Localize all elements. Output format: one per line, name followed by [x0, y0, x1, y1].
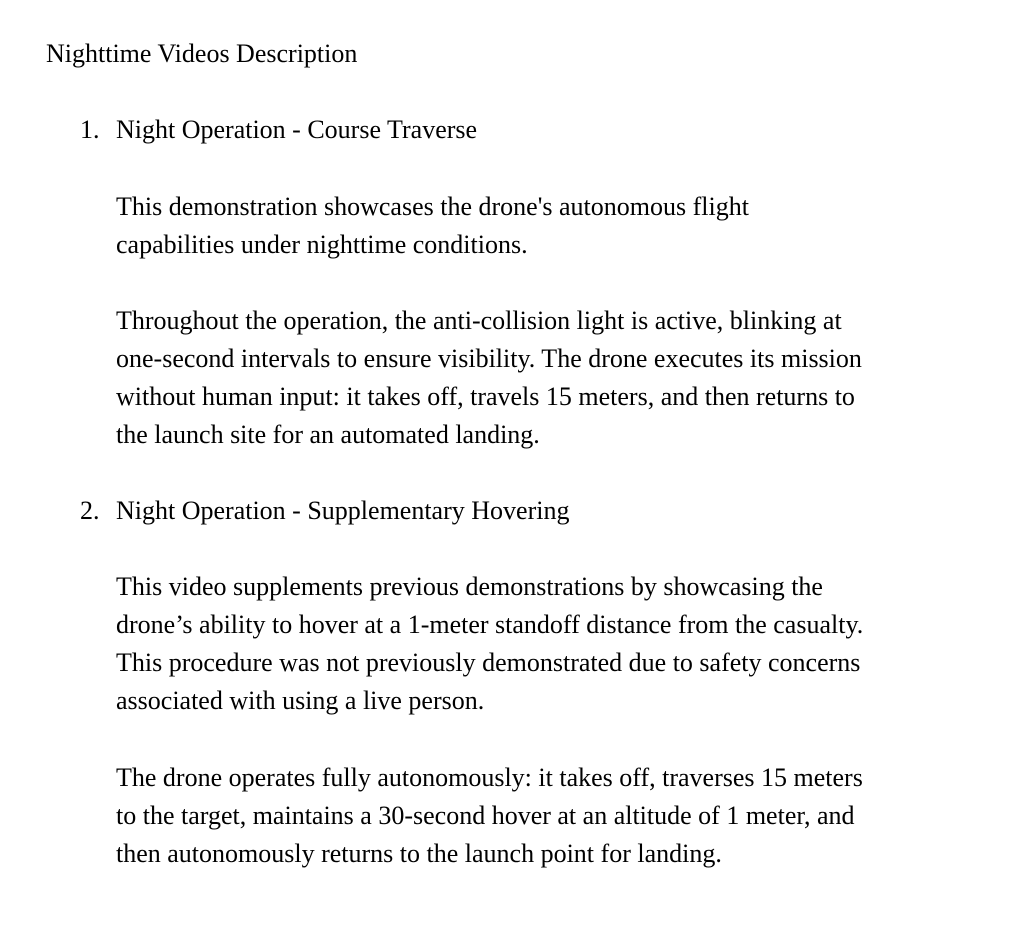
paragraph — [116, 568, 966, 720]
text-line: This procedure was not previously demonstrated due to safety concerns — [116, 648, 861, 677]
text-line: associated with using a live person. — [116, 686, 485, 715]
text-line: to the target, maintains a 30-second hover at an altitude of 1 meter, and — [116, 801, 855, 830]
text-line: capabilities under nighttime conditions. — [116, 230, 528, 259]
paragraph — [116, 188, 966, 264]
list-item-heading — [80, 492, 569, 530]
text-line: The drone operates fully autonomously: it takes off, traverses 15 meters — [116, 763, 863, 792]
text-line: the launch site for an automated landing. — [116, 420, 540, 449]
text-line: This video supplements previous demonstrations by showcasing the — [116, 572, 823, 601]
paragraph — [116, 302, 966, 454]
text-line: drone’s ability to hover at a 1-meter standoff distance from the casualty. — [116, 610, 864, 639]
list-item-number: 2. — [80, 496, 100, 525]
list-item-heading — [80, 111, 477, 149]
text-line: then autonomously returns to the launch point for landing. — [116, 839, 722, 868]
text-line: Throughout the operation, the anti-collision light is active, blinking at — [116, 306, 842, 335]
text-line: one-second intervals to ensure visibility. The drone executes its mission — [116, 344, 862, 373]
page-title: Nighttime Videos Description — [46, 39, 358, 68]
list-item-title: Night Operation - Supplementary Hovering — [116, 496, 570, 525]
text-line: without human input: it takes off, travels 15 meters, and then returns to — [116, 382, 855, 411]
paragraph — [116, 759, 966, 873]
text-line: This demonstration showcases the drone's autonomous flight — [116, 192, 749, 221]
list-item-title: Night Operation - Course Traverse — [116, 115, 478, 144]
list-item-number: 1. — [80, 115, 100, 144]
